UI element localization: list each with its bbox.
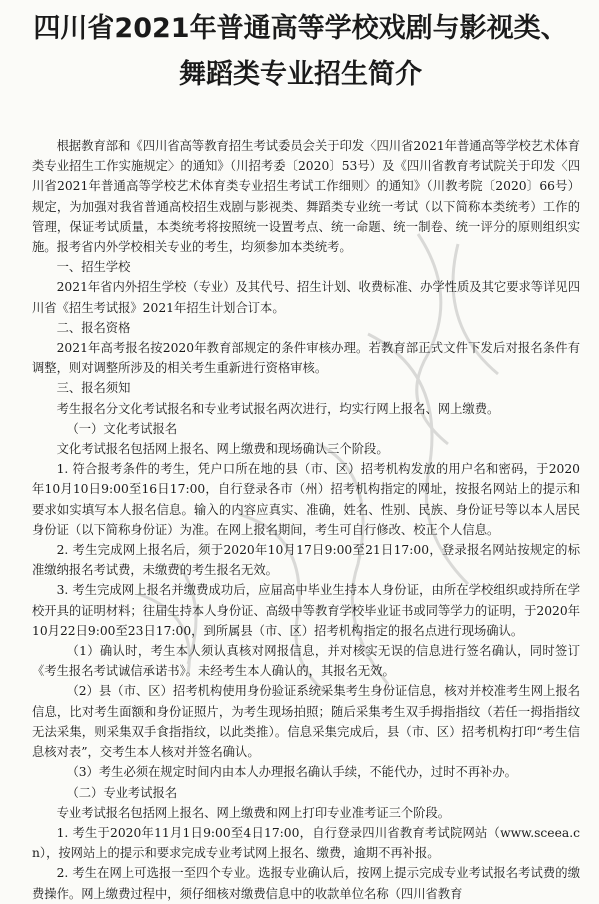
section-heading-eligibility: 二、报名资格 [56,320,131,335]
document-title-line-1: 四川省2021年普通高等学校戏剧与影视类、 [33,13,568,44]
document-body [32,136,580,904]
culture-exam-paragraph: 文化考试报名包括网上报名、网上缴费和现场确认三个阶段。 [56,442,389,457]
culture-item-2: 2. 考生完成网上报名后，须于2020年10月17日9:00至21日17:00，登录报名网站按规定的标准缴纳报名考试费，未缴费的考生报名无效。 [32,543,580,578]
culture-item-3-1: （1）确认时，考生本人须认真核对网报信息，并对核实无误的信息进行签名确认，同时签订《考生报名考试诚信承诺书》。未经考生本人确认的，其报名无效。 [32,644,580,679]
subsection-heading-professional-exam: （二）专业考试报名 [66,785,178,800]
section-heading-registration: 三、报名须知 [56,381,131,396]
section-heading-schools: 一、招生学校 [56,260,131,275]
professional-item-1: 1. 考生于2020年11月1日9:00至4日17:00，自行登录四川省教育考试院网站（www.sceea.cn），按网站上的提示和要求完成专业考试网上报名、缴费，逾期不再补报。 [32,825,580,861]
professional-item-2: 2. 考生在网上可选报一至四个专业。选报专业确认后，按网上提示完成专业考试报名考试费的缴费操作。网上缴费过程中，须仔细核对缴费信息中的收款单位名称（四川省教育 [32,866,580,901]
intro-paragraph: 根据教育部和《四川省高等教育招生考试委员会关于印发〈四川省2021年普通高等学校艺术体育类专业招生工作实施规定〉的通知》（川招考委〔2020〕53号）及《四川省教育考试院关于印发〈四川省2021年普通高等学校艺术体育类专业招生考试工作细则〉的通知》（川教考院〔2020〕66号）规定，为加强对我省普通高校招生戏剧与影视类、舞蹈类专业统一考试（以下简称本类统考）工作的管理，保证考试质量，本类统考将按照统一设置考点、统一命题、统一制卷、统一评分的原则组织实施。报考省内外学校相关专业的考生，均须参加本类统考。 [32,139,580,255]
schools-paragraph: 2021年省内外招生学校（专业）及其代号、招生计划、收费标准、办学性质及其它要求等详见四川省《招生考试报》2021年招生计划合订本。 [32,280,580,315]
professional-exam-paragraph: 专业考试报名包括网上报名、网上缴费和网上打印专业准考证三个阶段。 [56,805,451,820]
eligibility-paragraph: 2021年高考报名按2020年教育部规定的条件审核办理。若教育部正式文件下发后对报名条件有调整，则对调整所涉及的相关考生重新进行资格审核。 [32,341,580,376]
registration-paragraph: 考生报名分文化考试报名和专业考试报名两次进行，均实行网上报名、网上缴费。 [56,401,500,416]
culture-item-3-2: （2）县（市、区）招考机构使用身份验证系统采集考生身份证信息，核对并校准考生网上报名信息，比对考生面额和身份证照片，为考生现场拍照；随后采集考生双手拇指指纹（若任一拇指指纹无法采集，则采集双手食指指纹，以此类推）。信息采集完成后，县（市、区）招考机构打印“考生信息核对表”，交考生本人核对并签名确认。 [32,684,580,760]
culture-item-1: 1. 符合报考条件的考生，凭户口所在地的县（市、区）招考机构发放的用户名和密码，于2020年10月10日9:00至16日17:00，自行登录各市（州）招考机构指定的网址，按报名网站上的提示和要求如实填写本人报名信息。输入的内容应真实、准确，姓名、性别、民族、身份证号等以本人居民身份证（以下简称身份证）为准。在网上报名期间，考生可自行修改、校正个人信息。 [32,462,580,537]
subsection-heading-culture-exam: （一）文化考试报名 [66,421,178,436]
document-title-line-2: 舞蹈类专业招生简介 [179,59,422,90]
culture-item-3: 3. 考生完成网上报名并缴费成功后，应届高中毕业生持本人身份证，由所在学校组织或持所在学校开具的证明材料；往届生持本人身份证、高级中等教育学校毕业证书或同等学力的证明，于2020年10月22日9:00至23日17:00，到所属县（市、区）招考机构指定的报名点进行现场确认。 [32,583,580,638]
culture-item-3-3: （3）考生必须在规定时间内由本人办理报名确认手续，不能代办，过时不再补办。 [66,765,517,780]
